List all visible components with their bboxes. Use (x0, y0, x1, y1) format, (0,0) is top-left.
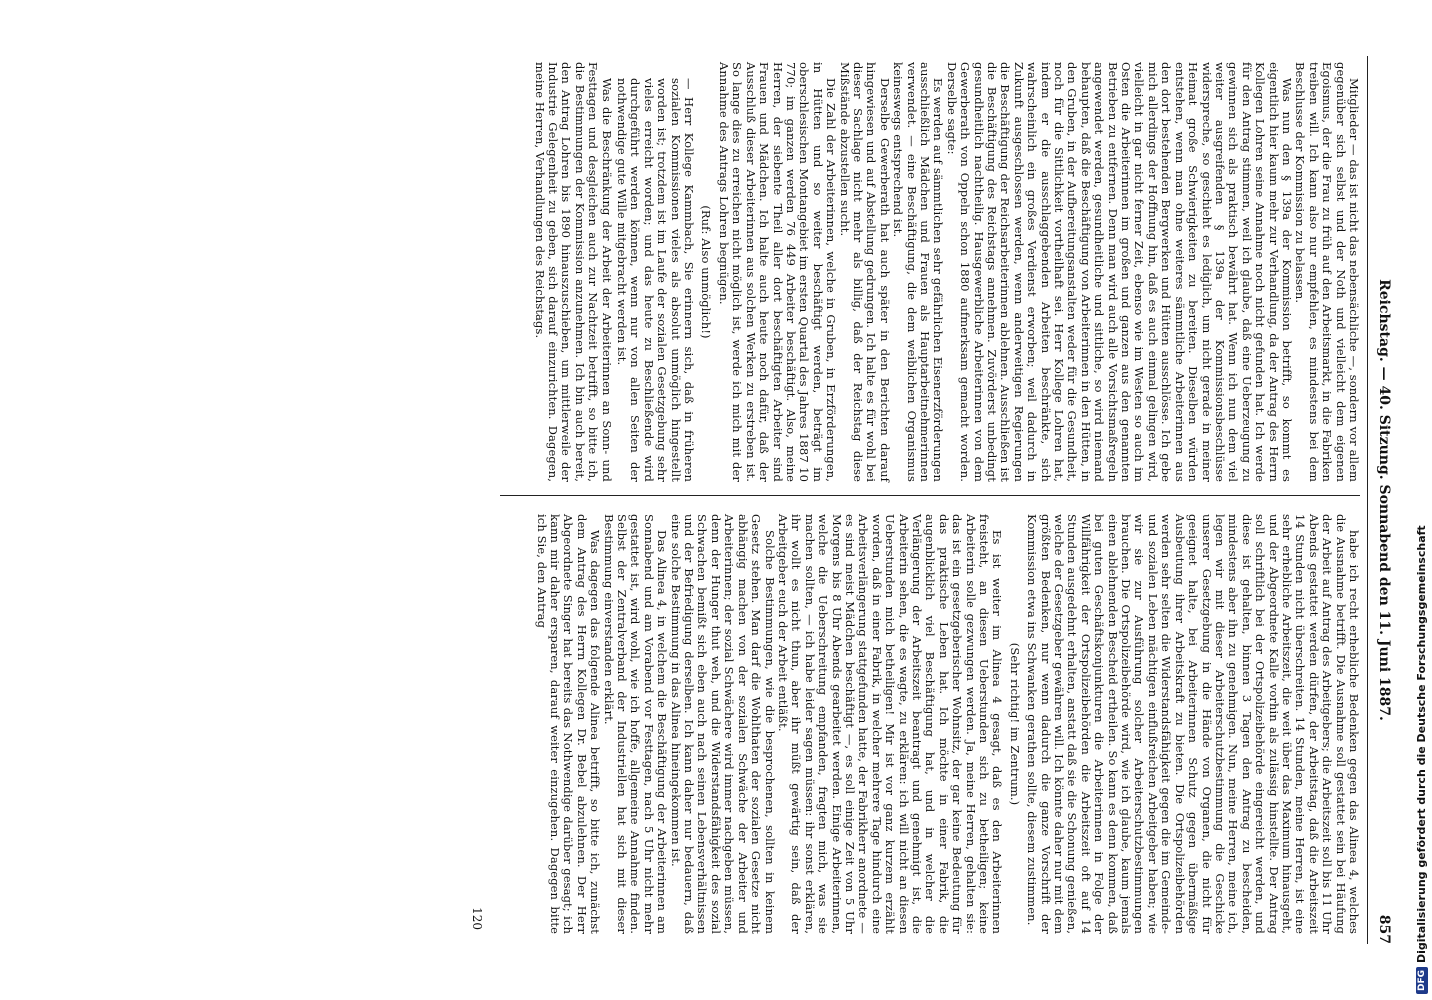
page-title: Reichstag. — 40. Sitzung. Sonnabend den 11. Juni 1887. (1376, 279, 1392, 721)
left-column-paragraph: Was die Beschränkung der Arbeit der Arbeiterinnen an Sonn- und Festtagen und desgleichen auch zur Nachtzeit betrifft, so bitte ich, die Bestimmungen der Kommission anzunehmen. Ich bin auch bereit, den Antrag Lohren bis 1890 hinauszuschieben, um mittlerweile der Industrie Gelegenheit zu geben, sich darauf einzurichten. Dagegen, meine Herren, Verhandlungen des Reichstags. (532, 62, 614, 482)
right-column (534, 514, 1360, 934)
left-column-paragraph: Mitglieder — das ist nicht das nebensächliche —, sondern vor allem gegenüber sich selbst und der Noth und vielleicht dem eigenen Egoismus, der die Frau zu früh auf den Arbeitsmarkt, in die Fabriken treiben will. Ich kann also nur empfehlen, es mindestens bei dem Beschlusse der Kommission zu belassen. (1293, 62, 1361, 482)
left-column-paragraph: Was nun den § 139a der Kommission betrifft, so kommt es eigentlich hier kaum mehr zur Verhandlung, da der Antrag des Herrn Kollegen Lohren seine Annahme noch nicht gefunden hat. Ich werde für den Antrag stimmen, weil ich glaube, daß eine Ueberzeugung zu gewinnen sich als praktisch bewährt hat. Wenn ich nun dem viel weiter ausgreifenden § 139a der Kommissionsbeschlüsse widerspreche, so geschieht es lediglich, um nicht gerade in meiner Heimat große Schwierigkeiten zu bereiten. Dieselben würden entstehen, wenn man ohne weiteres sämmtliche Arbeiterinnen aus den dort bestehenden Bergwerken und Hütten ausschlösse. Ich gebe mich allerdings der Hoffnung hin, daß es auch einmal gelingen wird, vielleicht in gar nicht ferner Zeit, ebenso wie im Westen so auch im Osten die Arbeiterinnen im großen und ganzen aus den genannten Betrieben zu entfernen. Denn man wird auch alle Vorsichtsmaßregeln angewendet werden, gesundheitliche und sittliche, so wird niemand behaupten, daß die Beschäftigung von Arbeiterinnen in den Hütten, in den Gruben, in der Aufbereitungsanstalten weder für die Gesundheit, noch für die Sittlichkeit vortheilhaft sei. Herr Kollege Lohren hat, indem er die ausschlaggebenden Arbeiten beschränkte, sich wahrscheinlich ein großes Verdienst erworben; weil dadurch in Zukunft ausgeschlossen werden, wenn anderweitigen Regierungen die Beschäftigung der Reichsarbeiterinnen ablehnen. Ausschließen ist die Beschäftigung des Reichstags annehmen. Zuvörderst unbedingt gesundheitlich nachtheilig. Hausgewerbliche Arbeiterinnen von dem Gewerberath von Oppeln schon 1880 aufmerksam gemacht worden. Derselbe sagte: (944, 62, 1294, 482)
sidebar-credit-line (1412, 0, 1432, 1000)
left-column-paragraph: Es werden auf sämmtlichen sehr gefährlichen Eisenerzförderungen ausschließlich Mädchen und Frauen als Hauptarbeitnehmerinnen verwendet. — eine Beschäftigung, die dem weiblichen Organismus keineswegs entsprechend ist. (891, 62, 946, 482)
column-divider (500, 495, 1360, 496)
right-column-paragraph: Es ist weiter im Alinea 4 gesagt, daß es den Arbeiterinnen freisteht, an diesen Ueberstunden sich zu betheiligen; keine Arbeiterin solle gezwungen werden. Ja, meine Herren, gehalten sie: das ist ein gesetzgeberischer Wohnsitz, der gar keine Bedeutung für das praktische Leben hat. Ich möchte in einer Fabrik, die augenblicklich viel Beschäftigung hat, und in welcher die Verlängerung der Arbeitszeit beantragt und genehmigt ist, die Arbeiterin sehen, die es wagte, zu erklären: ich will nicht an diesen Ueberstunden mich betheiligen! Mir ist vor ganz kurzem erzählt worden, daß in einer Fabrik, in welcher mehrere Tage hindurch eine Arbeitsverlängerung stattgefunden hatte, der Fabrikherr anordnete — es sind meist Mädchen beschäftigt —, es soll einige Zeit von 5 Uhr Morgens bis 8 Uhr Abends gearbeitet werden. Einige Arbeiterinnen, welche die Ueberschreitung empfanden, fragten mich, was sie machen sollten, — ich habe leider sagen müssen: ihr sonst erklären, ihr wollt es nicht thun, aber ihr müßt gewärtig sein, daß der Arbeitgeber euch der Arbeit entläßt. (775, 514, 1005, 934)
right-column-paragraph: Solche Bestimmungen, wie die besprochenen, sollten in keinem Gesetz stehen. Man darf die Wohlthaten der sozialen Gesetze nicht abhängig machen von der sozialen Schwäche der Arbeiter und Arbeiterinnen; der sozial Schwächere wird immer nachgeben müssen, denn der Hunger thut weh, und die Widerstandsfähigkeit des sozial Schwachen bemißt sich eben auch nach seinen Lebensverhältnissen und der Befriedigung derselben. Ich kann daher nur bedauern, daß eine solche Bestimmung in das Alinea hineingekommen ist. (668, 514, 777, 934)
right-column-paragraph: Was dagegen das folgende Alinea betrifft, so bitte ich, zunächst dem Antrag des Herrn Kollegen Dr. Bebel abzulehnen. Der Herr Abgeordnete Singer hat bereits das Nothwendige darüber gesagt; ich kann mir daher ersparen, darauf weiter einzugehen. Dagegen bitte ich Sie, den Antrag (534, 514, 603, 934)
right-column-paragraph: habe ich recht erhebliche Bedenken gegen das Alinea 4, welches die Ausnahme betrifft. Die Ausnahme soll gestattet sein bei Häufung der Arbeit auf Antrag des Arbeitgebers; die Arbeitszeit soll bis 11 Uhr Abends gestattet werden dürfen, der Arbeitstag, daß die Arbeitszeit 14 Stunden nicht überschreiten. 14 Stunden, meine Herren, ist eine sehr erhebliche Arbeitszeit, die weit über das Maximum hinausgeht, und der Abgeordnete Kalle vorhin als zulässig hinstellte. Der Antrag soll schriftlich bei der Ortspolizeibehörde eingereicht werden, und diese ist gehalten, binnen 3 Tagen den Antrag zu bescheiden, mindestens aber ihn zu genehmigen. Nun, meine Herren, meine ich, legen wir mit dieser Arbeiterschutzbestimmung die Geschicke unserer Gesetzgebung in die Hände von Organen, die nicht für geeignet halte, bei Arbeiterinnen Schutz gegen übermäßige Ausbeutung ihrer Arbeitskraft zu bieten. Die Ortspolizeibehörden werden sehr selten die Widerstandsfähigkeit gegen die im Gemeinde- und sozialen Leben mächtigen einflußreichen Arbeitgeber haben; wie wir sie zur Ausführung solcher Arbeiterschutzbestimmungen brauchen. Die Ortspolizeibehörde wird, wie ich glaube, kaum jemals einen ablehnenden Bescheid ertheilen. So kann es denn kommen, daß bei guten Geschäftskonjunkturen die Arbeiterinnen in Folge der Willfährigkeit der Ortspolizeibehörden die Arbeitszeit oft auf 14 Stunden ausgedehnt erhalten, anstatt daß sie die Schonung genießen, welche der Gesetzgeber gewähren will. Ich könnte daher nur mit dem größten Bedenken, nur wenn dadurch die ganze Vorschrift der Kommission etwa ins Schwanken gerathen sollte, diesem zustimmen. (1025, 514, 1361, 934)
digitization-sidebar (1412, 0, 1432, 1000)
left-column (532, 62, 1360, 482)
dfg-logo: DFG (1416, 967, 1428, 994)
signature-mark: 120 (470, 907, 484, 930)
left-column-interjection: (Ruf: Also unmöglich!) (699, 205, 714, 339)
left-column-paragraph: Derselbe Gewerberath hat auch später in den Berichten darauf hingewiesen und auf Abstellung gedrungen. Ich halte es für wohl bei dieser Sachlage nicht mehr als billig, daß der Reichstag diese Mißstände abzustellen sucht. (837, 62, 892, 482)
page-number: 857 (1376, 914, 1392, 944)
header-rule (1367, 56, 1368, 944)
page-header (1370, 56, 1392, 944)
right-column-interjection: (Sehr richtig! im Zentrum.) (1007, 642, 1022, 806)
sidebar-credit-text: Digitalisierung gefördert durch die Deutsche Forschungsgemeinschaft (1415, 525, 1428, 963)
left-column-paragraph: — Herr Kollege Kammbach, Sie erinnern sich, daß in früheren sozialen Kommissionen vieles als absolut unmöglich hingestellt worden ist; trotzdem ist im Laufe der sozialen Gesetzgebung sehr vieles erreicht worden; und das heute zu Beschließende wird durchgeführt werden können, wenn nur von allen Seiten der nothwendige gute Wille mitgebracht werden ist. (615, 78, 697, 482)
right-column-paragraph: Das Alinea 4, in welchem die Beschäftigung der Arbeiterinnen am Sonnabend und am Vorabend vor Festtagen, nach 5 Uhr nicht mehr gestattet ist, wird wohl, wie ich hoffe, allgemeine Annahme finden. Selbst der Zentralverband der Industriellen hat sich mit dieser Bestimmung einverstanden erklärt. (601, 514, 670, 934)
left-column-paragraph: Die Zahl der Arbeiterinnen, welche in Gruben, in Erzförderungen, in Hütten und so weiter beschäftigt werden, beträgt im oberschlesischen Montangebiet im ersten Quartal des Jahres 1887 10 770; im ganzen werden 76 449 Arbeiter beschäftigt. Also, meine Herren, der siebente Theil aller dort beschäftigten Arbeiter sind Frauen und Mädchen. Ich halte auch heute noch dafür, daß der Ausschluß dieser Arbeiterinnen aus solchen Werken zu erstreben ist. So lange dies zu erreichen nicht möglich ist, werde ich mich mit der Annahme des Antrags Lohren begnügen. (716, 62, 839, 482)
